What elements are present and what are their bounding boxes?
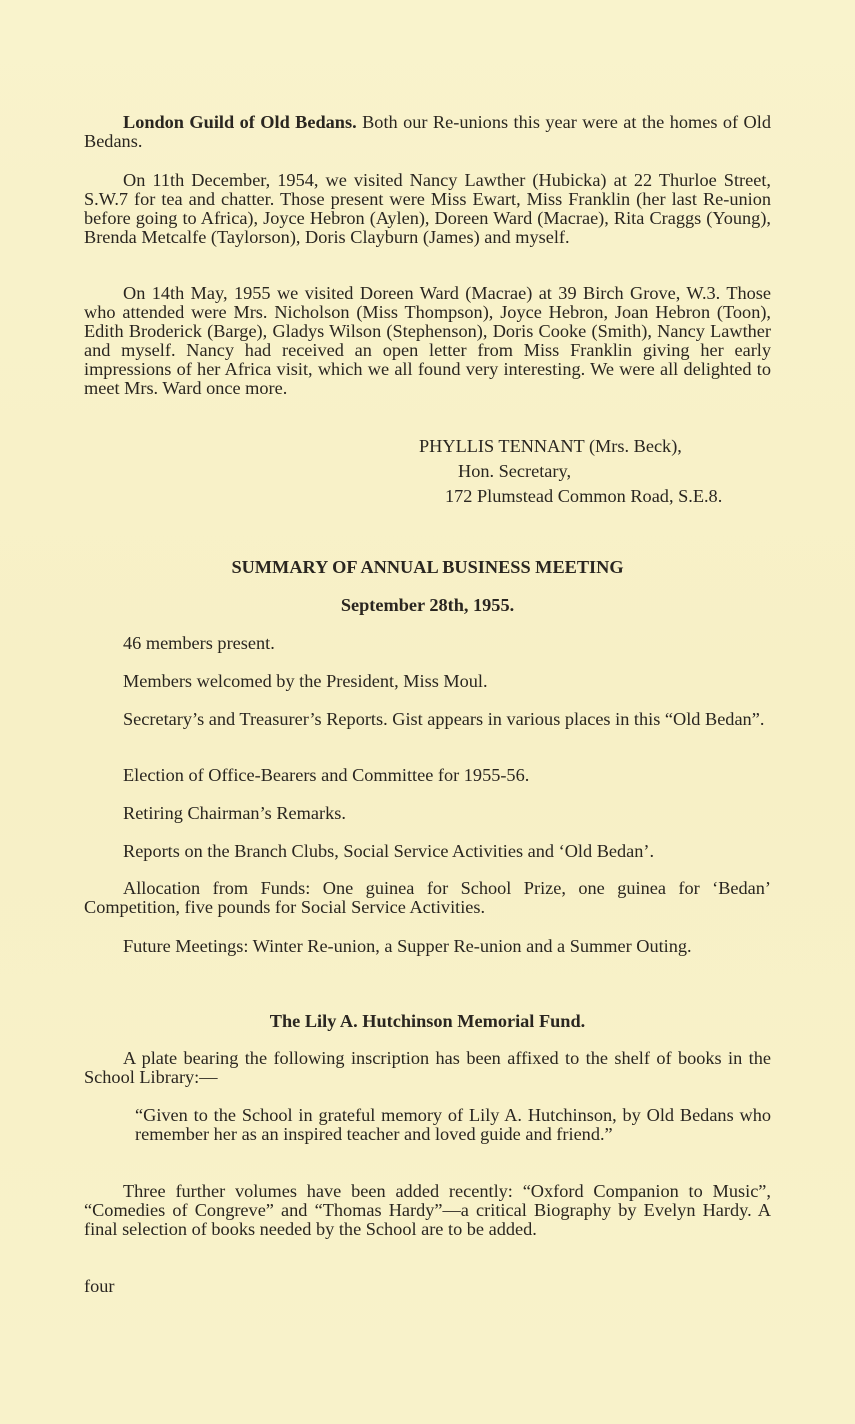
- fund-heading: The Lily A. Hutchinson Memorial Fund.: [269, 1011, 586, 1031]
- meeting-item: Allocation from Funds: One guinea for School Prize, one guinea for ‘Bedan’ Competition, five pounds for Social Service Activities.: [84, 878, 771, 917]
- signature-role: Hon. Secretary,: [458, 461, 572, 481]
- signature-name: PHYLLIS TENNANT (Mrs. Beck),: [419, 436, 682, 456]
- meeting-item: Retiring Chairman’s Remarks.: [123, 803, 346, 823]
- guild-title: London Guild of Old Bedans.: [123, 112, 357, 132]
- signature-address: 172 Plumstead Common Road, S.E.8.: [445, 486, 723, 506]
- meeting-heading: SUMMARY OF ANNUAL BUSINESS MEETING: [231, 557, 624, 577]
- guild-intro-paragraph: [84, 113, 771, 151]
- fund-paragraph: A plate bearing the following inscription has been affixed to the shelf of books in the School Library:—: [84, 1048, 771, 1087]
- guild-paragraph-may: On 14th May, 1955 we visited Doreen Ward (Macrae) at 39 Birch Grove, W.3. Those who attended were Mrs. Nicholson (Miss Thompson), Joyce Hebron, Joan Hebron (Toon), Edith Broderick (Barge), Gladys Wilson (Stephenson), Doris Cooke (Smith), Nancy Lawther and myself. Nancy had received an open letter from Miss Franklin giving her early impressions of her Africa visit, which we all found very interesting. We were all delighted to meet Mrs. Ward once more.: [84, 283, 771, 398]
- page-number: four: [84, 1276, 115, 1296]
- meeting-item: Reports on the Branch Clubs, Social Service Activities and ‘Old Bedan’.: [123, 841, 655, 861]
- guild-paragraph-december: On 11th December, 1954, we visited Nancy Lawther (Hubicka) at 22 Thurloe Street, S.W.7 for tea and chatter. Those present were Miss Ewart, Miss Franklin (her last Re-union before going to Africa), Joyce Hebron (Aylen), Doreen Ward (Macrae), Rita Craggs (Young), Brenda Metcalfe (Taylorson), Doris Clayburn (James) and myself.: [84, 170, 771, 247]
- guild-section: [84, 113, 771, 151]
- fund-books-paragraph: Three further volumes have been added recently: “Oxford Companion to Music”, “Comedies of Congreve” and “Thomas Hardy”—a critical Biography by Evelyn Hardy. A final selection of books needed by the School are to be added.: [84, 1181, 771, 1239]
- fund-inscription-quote: “Given to the School in grateful memory of Lily A. Hutchinson, by Old Bedans who remember her as an inspired teacher and loved guide and friend.”: [135, 1105, 771, 1144]
- meeting-item: 46 members present.: [123, 633, 275, 653]
- meeting-item: Future Meetings: Winter Re-union, a Supper Re-union and a Summer Outing.: [123, 936, 692, 956]
- meeting-item: Election of Office-Bearers and Committee for 1955-56.: [123, 765, 530, 785]
- guild-intro-text: Both our Re-unions this year were at the homes of Old Bedans.: [84, 112, 771, 151]
- meeting-item: Members welcomed by the President, Miss Moul.: [123, 671, 488, 691]
- meeting-date: September 28th, 1955.: [340, 595, 515, 615]
- meeting-item: Secretary’s and Treasurer’s Reports. Gist appears in various places in this “Old Bedan”.: [123, 709, 765, 729]
